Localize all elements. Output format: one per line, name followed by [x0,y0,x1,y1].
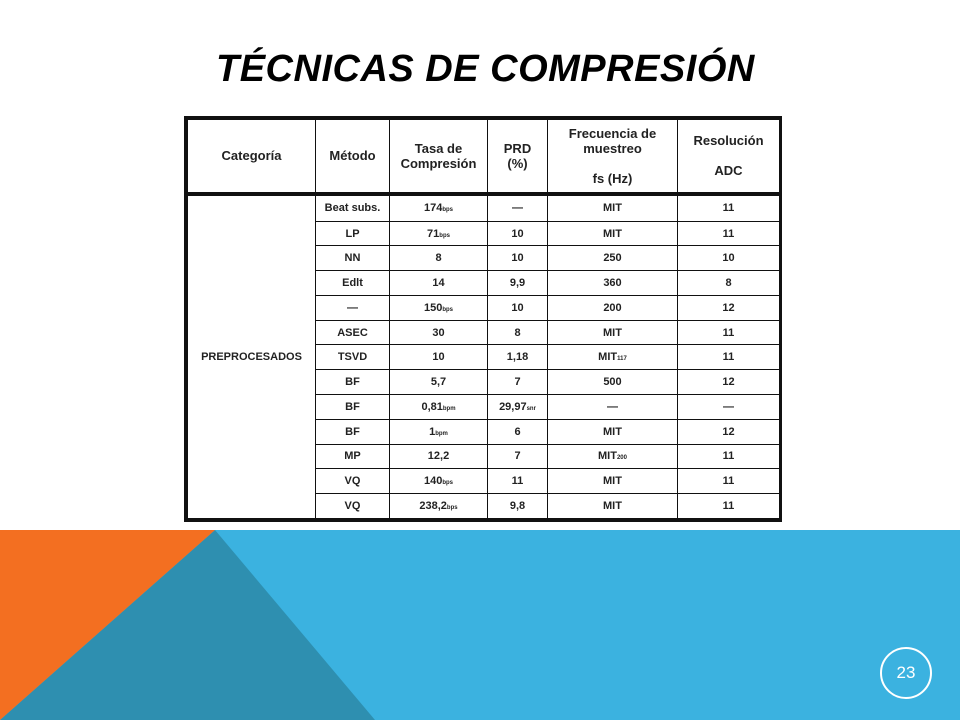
compression-table-figure [184,116,782,522]
page-number-badge: 23 [880,647,932,699]
tasa-cell: 8 [390,246,488,271]
adc-cell: 12 [678,419,780,444]
metodo-cell: Beat subs. [316,194,390,222]
header-row [188,120,780,194]
metodo-cell: NN [316,246,390,271]
fs-cell: MIT [548,320,678,345]
header-tasa: Tasa de Compresión [390,120,488,194]
fs-cell: 500 [548,370,678,395]
metodo-cell: Edlt [316,271,390,296]
tasa-cell: 174bps [390,194,488,222]
adc-cell: 11 [678,194,780,222]
adc-cell: 11 [678,320,780,345]
tasa-cell: 30 [390,320,488,345]
adc-cell: 11 [678,469,780,494]
tasa-cell: 0,81bpm [390,394,488,419]
prd-cell: 11 [488,469,548,494]
tasa-cell: 1bpm [390,419,488,444]
prd-cell: 29,97snr [488,394,548,419]
tasa-cell: 10 [390,345,488,370]
metodo-cell: TSVD [316,345,390,370]
prd-cell: 7 [488,444,548,469]
prd-cell: 10 [488,295,548,320]
header-metodo: Método [316,120,390,194]
tasa-cell: 5,7 [390,370,488,395]
fs-cell: MIT200 [548,444,678,469]
prd-cell: 8 [488,320,548,345]
adc-cell: 11 [678,345,780,370]
metodo-cell: MP [316,444,390,469]
prd-cell: 10 [488,246,548,271]
prd-cell: 9,8 [488,494,548,519]
adc-cell: 11 [678,494,780,519]
tasa-cell: 140bps [390,469,488,494]
fs-cell: MIT [548,494,678,519]
fs-cell: 200 [548,295,678,320]
compression-table [187,119,780,519]
metodo-cell: VQ [316,494,390,519]
tasa-cell: 238,2bps [390,494,488,519]
metodo-cell: BF [316,419,390,444]
metodo-cell: BF [316,370,390,395]
fs-cell: MIT [548,419,678,444]
metodo-cell: BF [316,394,390,419]
fs-cell: MIT [548,469,678,494]
tasa-cell: 71bps [390,221,488,246]
metodo-cell: — [316,295,390,320]
tasa-cell: 150bps [390,295,488,320]
fs-cell: MIT117 [548,345,678,370]
adc-cell: 10 [678,246,780,271]
header-categoria: Categoría [188,120,316,194]
metodo-cell: VQ [316,469,390,494]
tasa-cell: 14 [390,271,488,296]
adc-cell: — [678,394,780,419]
adc-cell: 11 [678,444,780,469]
prd-cell: 1,18 [488,345,548,370]
header-frecuencia: Frecuencia de muestreo fs (Hz) [548,120,678,194]
prd-cell: 9,9 [488,271,548,296]
prd-cell: 10 [488,221,548,246]
adc-cell: 12 [678,295,780,320]
slide-title: TÉCNICAS DE COMPRESIÓN [216,48,755,90]
fs-cell: 360 [548,271,678,296]
fs-cell: 250 [548,246,678,271]
fs-cell: — [548,394,678,419]
metodo-cell: ASEC [316,320,390,345]
tasa-cell: 12,2 [390,444,488,469]
adc-cell: 12 [678,370,780,395]
fs-cell: MIT [548,221,678,246]
header-prd: PRD (%) [488,120,548,194]
prd-cell: 6 [488,419,548,444]
table-row [188,194,780,222]
header-resolucion: Resolución ADC [678,120,780,194]
fs-cell: MIT [548,194,678,222]
adc-cell: 8 [678,271,780,296]
category-cell: PREPROCESADOS [188,194,316,519]
prd-cell: — [488,194,548,222]
metodo-cell: LP [316,221,390,246]
adc-cell: 11 [678,221,780,246]
prd-cell: 7 [488,370,548,395]
